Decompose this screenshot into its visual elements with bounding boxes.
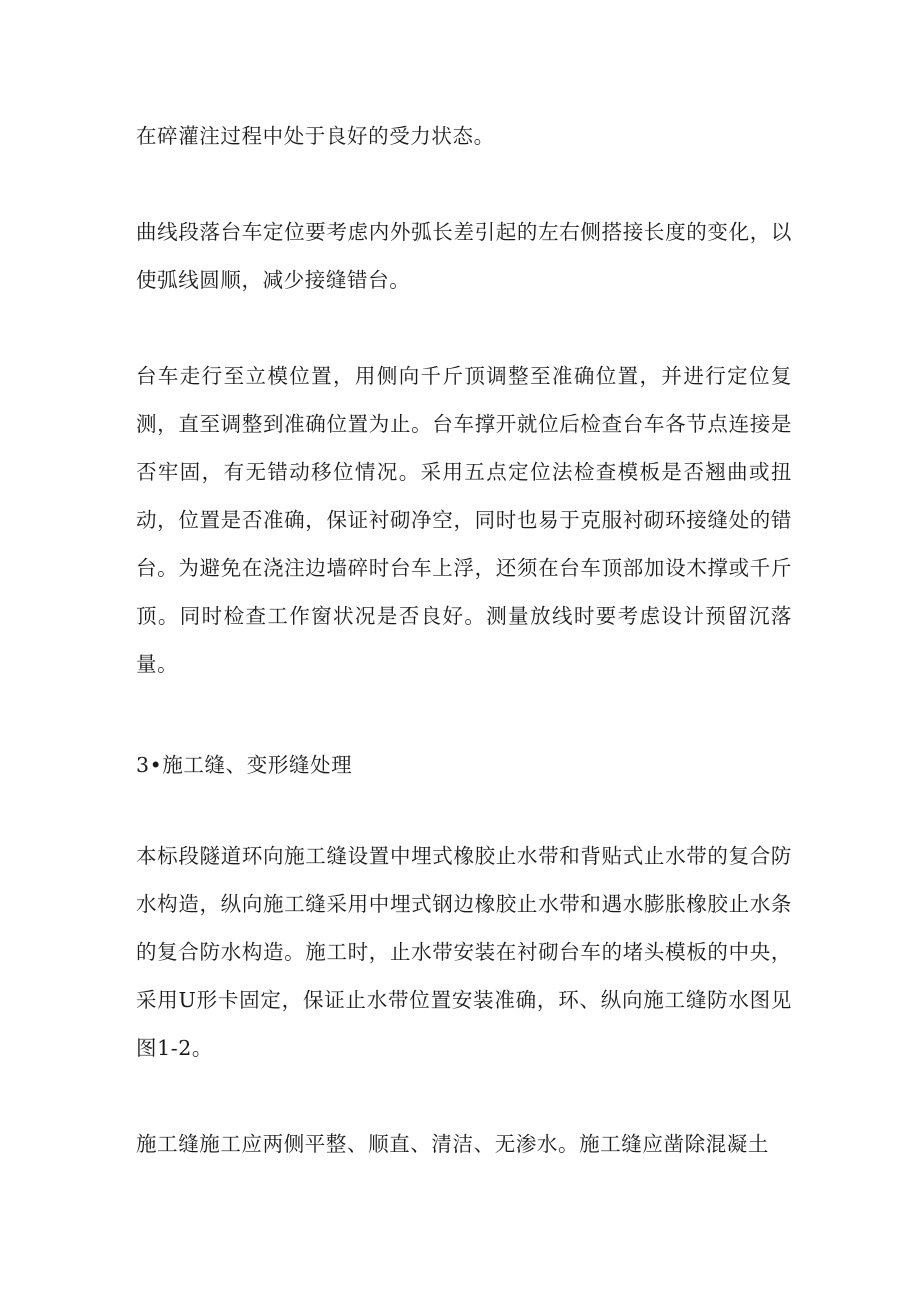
- paragraph-joint-requirements: 施工缝施工应两侧平整、顺直、清洁、无渗水。施工缝应凿除混凝土: [136, 1132, 769, 1156]
- paragraph-curve-positioning: 曲线段落台车定位要考虑内外弧长差引起的左右侧搭接长度的变化，以使弧线圆顺，减少接缝错台。: [136, 220, 792, 292]
- section-heading-joint-treatment: 3•施工缝、变形缝处理: [136, 753, 353, 777]
- paragraph-concrete-stress: 在碎灌注过程中处于良好的受力状态。: [136, 124, 495, 148]
- paragraph-trolley-positioning: 台车走行至立模位置，用侧向千斤顶调整至准确位置，并进行定位复测，直至调整到准确位置为止。台车撑开就位后检查台车各节点连接是否牢固，有无错动移位情况。采用五点定位法检查模板是否翘曲或扭动，位置是否准确，保证衬砌净空，同时也易于克服衬砌环接缝处的错台。为避免在浇注边墙碎时台车上浮，还须在台车顶部加设木撑或千斤顶。同时检查工作窗状况是否良好。测量放线时要考虑设计预留沉落量。: [136, 364, 792, 676]
- paragraph-waterstop-construction: 本标段隧道环向施工缝设置中埋式橡胶止水带和背贴式止水带的复合防水构造，纵向施工缝采用中埋式钢边橡胶止水带和遇水膨胀橡胶止水条的复合防水构造。施工时，止水带安装在衬砌台车的堵头模板的中央，采用U形卡固定，保证止水带位置安装准确，环、纵向施工缝防水图见图1-2。: [136, 844, 792, 1060]
